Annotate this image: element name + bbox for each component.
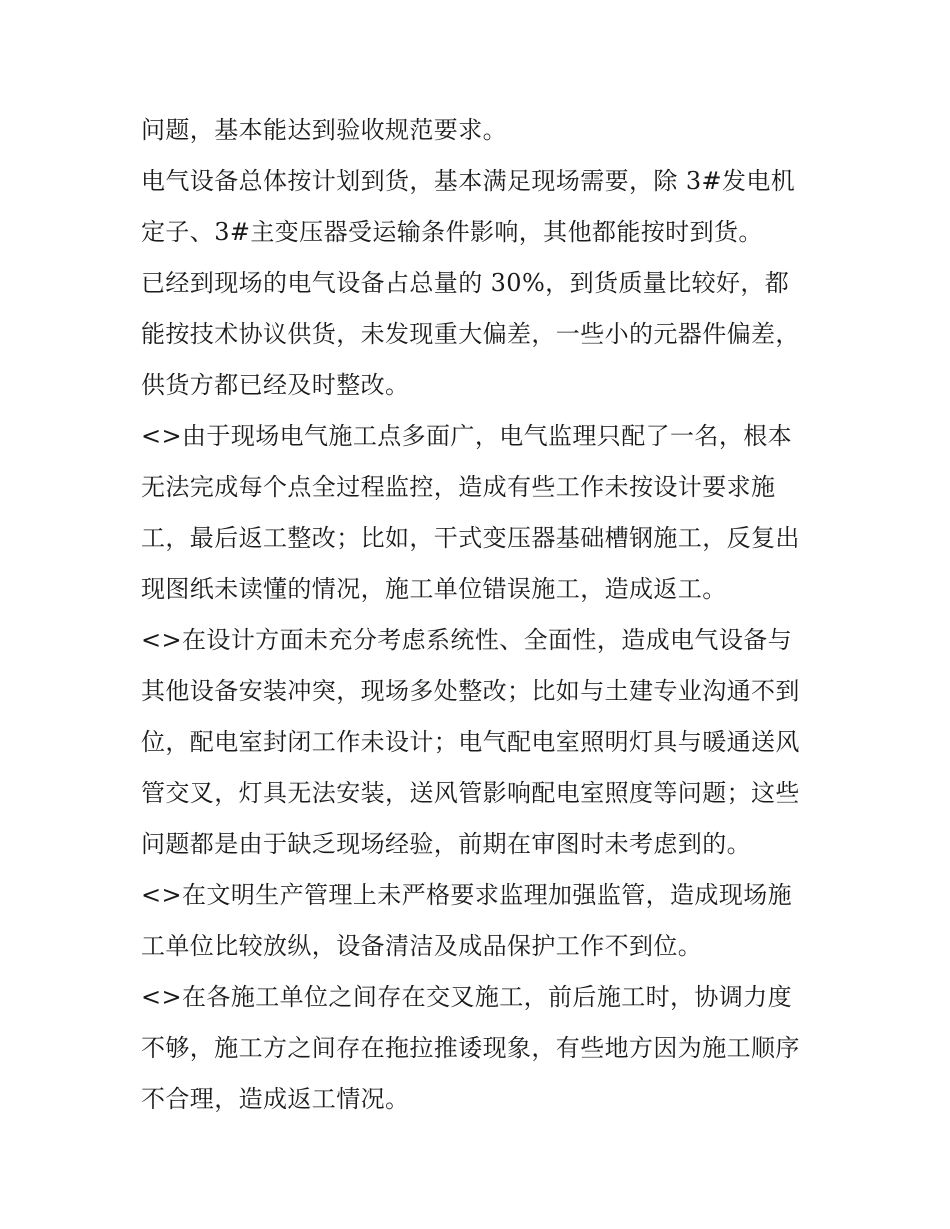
text-line: 问题都是由于缺乏现场经验，前期在审图时未考虑到的。 <box>141 830 751 858</box>
text-line: 工，最后返工整改；比如，干式变压器基础槽钢施工，反复出 <box>141 524 800 552</box>
text-line: 工单位比较放纵，设备清洁及成品保护工作不到位。 <box>141 932 703 960</box>
text-line: <>在设计方面未充分考虑系统性、全面性，造成电气设备与 <box>141 626 793 654</box>
text-line: 无法完成每个点全过程监控，造成有些工作未按设计要求施 <box>141 473 776 501</box>
text-line: 其他设备安装冲突，现场多处整改；比如与土建专业沟通不到 <box>141 677 800 705</box>
text-line: 不够，施工方之间存在拖拉推诿现象，有些地方因为施工顺序 <box>141 1034 800 1062</box>
document-body <box>141 105 821 1125</box>
text-line: 已经到现场的电气设备占总量的 30%，到货质量比较好，都 <box>141 269 790 297</box>
text-line: 管交叉，灯具无法安装，送风管影响配电室照度等问题；这些 <box>141 779 800 807</box>
text-line: 供货方都已经及时整改。 <box>141 371 410 399</box>
text-line: 不合理，造成返工情况。 <box>141 1085 410 1113</box>
text-line: <>由于现场电气施工点多面广，电气监理只配了一名，根本 <box>141 422 793 450</box>
text-line: 现图纸未读懂的情况，施工单位错误施工，造成返工。 <box>141 575 727 603</box>
text-line: <>在各施工单位之间存在交叉施工，前后施工时，协调力度 <box>141 983 793 1011</box>
text-line: <>在文明生产管理上未严格要求监理加强监管，造成现场施 <box>141 881 793 909</box>
text-line: 定子、3#主变压器受运输条件影响，其他都能按时到货。 <box>141 218 763 246</box>
text-line: 电气设备总体按计划到货，基本满足现场需要，除 3#发电机 <box>141 167 796 195</box>
text-line: 位，配电室封闭工作未设计；电气配电室照明灯具与暖通送风 <box>141 728 800 756</box>
text-line: 能按技术协议供货，未发现重大偏差，一些小的元器件偏差， <box>141 320 800 348</box>
text-line: 问题，基本能达到验收规范要求。 <box>141 116 507 144</box>
